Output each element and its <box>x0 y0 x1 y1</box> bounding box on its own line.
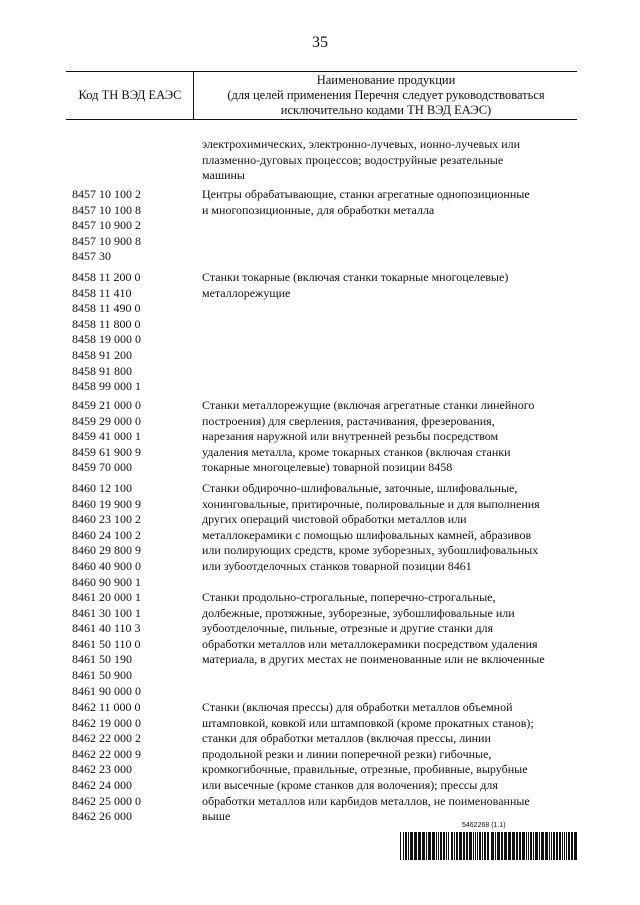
tnved-code: 8460 23 100 2 <box>72 512 141 527</box>
description-line: и многопозиционные, для обработки металла <box>202 202 435 217</box>
tnved-code: 8462 19 000 0 <box>72 715 141 730</box>
row-description <box>202 590 592 668</box>
row-description <box>202 270 592 301</box>
description-line: кромкогибочные, правильные, отрезные, пробивные, вырубные <box>202 762 528 777</box>
tnved-code: 8460 12 100 <box>72 481 132 495</box>
description-line: машины <box>202 168 245 183</box>
tnved-code: 8460 19 900 9 <box>72 496 141 511</box>
description-line: металлокерамики с помощью шлифовальных камней, абразивов <box>202 527 532 542</box>
tnved-code: 8461 50 900 <box>72 667 132 682</box>
barcode-icon <box>400 832 578 860</box>
row-codes <box>72 187 198 265</box>
tnved-code: 8458 91 800 <box>72 363 132 378</box>
row-description <box>202 187 592 218</box>
description-line: нарезания наружной или внутренней резьбы посредством <box>202 429 499 444</box>
tnved-code: 8460 90 900 1 <box>72 574 141 589</box>
row-description <box>202 137 592 184</box>
row-codes <box>72 398 198 476</box>
tnved-code: 8457 10 100 2 <box>72 187 141 201</box>
tnved-code: 8458 11 200 0 <box>72 270 141 284</box>
tnved-code: 8458 11 410 <box>72 285 132 300</box>
tnved-code: 8458 11 800 0 <box>72 316 141 331</box>
table-header-top-rule <box>66 71 577 72</box>
row-codes <box>72 481 198 590</box>
tnved-code: 8462 25 000 0 <box>72 793 141 808</box>
row-description <box>202 481 592 575</box>
description-line: зубоотделочные, пильные, отрезные и другие станки для <box>202 621 494 636</box>
tnved-code: 8461 40 110 3 <box>72 621 141 636</box>
tnved-code: 8459 70 000 <box>72 460 132 475</box>
header-name-column <box>194 73 578 118</box>
description-line: Станки продольно-строгальные, поперечно-строгальные, <box>202 590 496 604</box>
tnved-code: 8458 91 200 <box>72 347 132 362</box>
description-line: продольной резки и линии поперечной резки) гибочные, <box>202 746 492 761</box>
description-line: выше <box>202 809 231 824</box>
tnved-code: 8457 10 900 8 <box>72 233 141 248</box>
row-codes <box>72 700 198 825</box>
header-name-line: (для целей применения Перечня следует руководствоваться <box>227 88 545 102</box>
tnved-code: 8457 10 900 2 <box>72 218 141 233</box>
row-description <box>202 700 592 825</box>
tnved-code: 8460 24 100 2 <box>72 527 141 542</box>
tnved-code: 8459 61 900 9 <box>72 444 141 459</box>
row-description <box>202 398 592 476</box>
tnved-code: 8461 90 000 0 <box>72 683 141 698</box>
description-line: плазменно-дуговых процессов; водоструйные резательные <box>202 152 504 167</box>
tnved-code: 8457 30 <box>72 249 111 264</box>
tnved-code: 8459 21 000 0 <box>72 398 141 412</box>
tnved-code: 8461 30 100 1 <box>72 605 141 620</box>
tnved-code: 8462 24 000 <box>72 777 132 792</box>
description-line: Центры обрабатывающие, станки агрегатные однопозиционные <box>202 187 530 201</box>
description-line: обработки металлов или металлокерамики посредством удаления <box>202 636 538 651</box>
tnved-code: 8458 19 000 0 <box>72 332 141 347</box>
description-line: других операций чистовой обработки металлов или <box>202 512 467 527</box>
tnved-code: 8461 50 110 0 <box>72 636 141 651</box>
description-line: или высечные (кроме станков для волочения); прессы для <box>202 777 498 792</box>
tnved-code: 8459 41 000 1 <box>72 429 141 444</box>
tnved-code: 8462 23 000 <box>72 762 132 777</box>
description-line: токарные многоцелевые) товарной позиции 8458 <box>202 460 453 475</box>
description-line: обработки металлов или карбидов металлов, не поименованные <box>202 793 530 808</box>
tnved-code: 8461 50 190 <box>72 652 132 667</box>
description-line: Станки токарные (включая станки токарные многоцелевые) <box>202 270 509 284</box>
description-line: станки для обработки металлов (включая прессы, линии <box>202 731 491 746</box>
tnved-code: 8458 99 000 1 <box>72 379 141 394</box>
description-line: хонинговальные, притирочные, полировальные и для выполнения <box>202 496 540 511</box>
header-code-column: Код ТН ВЭД ЕАЭС <box>78 88 182 102</box>
description-line: удаления металла, кроме токарных станков (включая станки <box>202 444 511 459</box>
row-codes <box>72 270 198 395</box>
description-line: металлорежущие <box>202 285 291 300</box>
description-line: или полирующих средств, кроме зуборезных, зубошлифовальных <box>202 543 539 558</box>
tnved-code: 8457 10 100 8 <box>72 202 141 217</box>
description-line: электрохимических, электронно-лучевых, ионно-лучевых или <box>202 137 521 151</box>
description-line: долбежные, протяжные, зуборезные, зубошлифовальные или <box>202 605 515 620</box>
tnved-code: 8462 11 000 0 <box>72 700 141 714</box>
row-codes <box>72 590 198 699</box>
header-name-line: исключительно кодами ТН ВЭД ЕАЭС) <box>280 103 492 117</box>
page-number: 35 <box>312 34 328 51</box>
tnved-code: 8462 26 000 <box>72 809 132 824</box>
description-line: Станки обдирочно-шлифовальные, заточные, шлифовальные, <box>202 481 518 495</box>
description-line: материала, в других местах не поименованные или не включенные <box>202 652 545 667</box>
description-line: штамповкой, ковкой или штамповкой (кроме прокатных станов); <box>202 715 534 730</box>
tnved-code: 8459 29 000 0 <box>72 413 141 428</box>
tnved-code: 8460 29 800 9 <box>72 543 141 558</box>
description-line: Станки (включая прессы) для обработки металлов объемной <box>202 700 513 714</box>
tnved-code: 8461 20 000 1 <box>72 590 141 604</box>
tnved-code: 8458 11 490 0 <box>72 301 141 316</box>
tnved-code: 8460 40 900 0 <box>72 558 141 573</box>
header-name-line: Наименование продукции <box>316 73 456 87</box>
table-header-bottom-rule <box>66 119 577 120</box>
tnved-code: 8462 22 000 2 <box>72 731 141 746</box>
description-line: или зубоотделочных станков товарной позиции 8461 <box>202 558 472 573</box>
barcode-label: 5462268 (1.1) <box>462 822 506 829</box>
description-line: Станки металлорежущие (включая агрегатные станки линейного <box>202 398 535 412</box>
tnved-code: 8462 22 000 9 <box>72 746 141 761</box>
barcode <box>400 822 578 862</box>
description-line: построения) для сверления, растачивания, фрезерования, <box>202 413 495 428</box>
